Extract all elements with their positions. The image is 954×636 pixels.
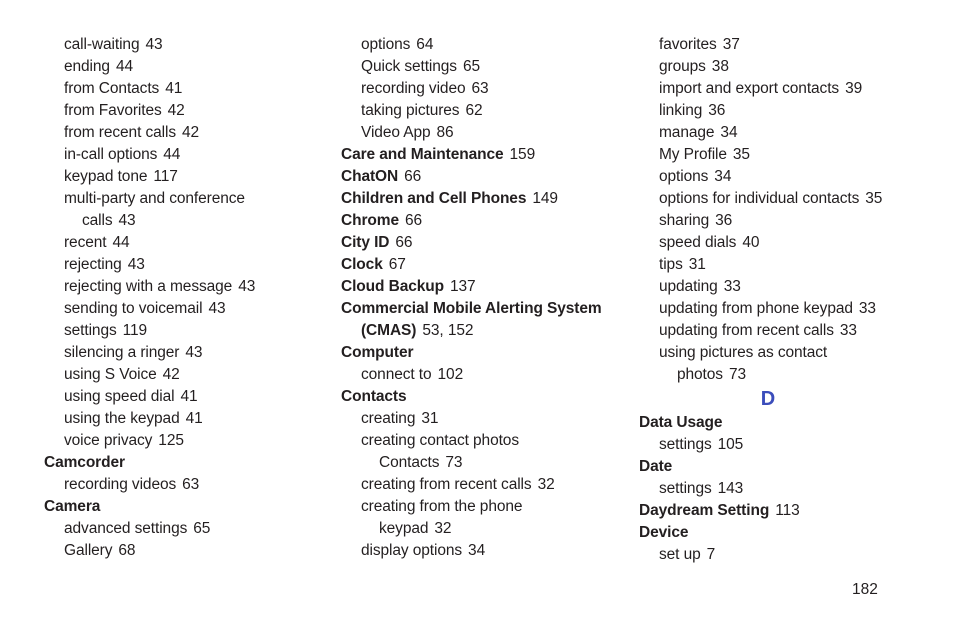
- index-sub-entry: [341, 518, 621, 540]
- index-entry-term: recording video: [361, 80, 466, 97]
- index-entry-term: using S Voice: [64, 366, 157, 383]
- index-entry-term: keypad: [379, 520, 429, 537]
- index-sub-entry: [44, 298, 314, 320]
- index-entry-pages: 125: [158, 432, 184, 449]
- index-entry-term: tips: [659, 256, 683, 273]
- index-entry-term: multi-party and conference: [64, 190, 245, 207]
- index-entry-pages: 41: [165, 80, 183, 97]
- index-sub-entry: [44, 78, 314, 100]
- index-sub-entry: [44, 364, 314, 386]
- index-entry-term: Gallery: [64, 542, 113, 559]
- index-entry-term: photos: [677, 366, 723, 383]
- index-entry-pages: 143: [717, 480, 744, 497]
- index-entry-term: sending to voicemail: [64, 300, 203, 317]
- index-sub-entry: [639, 34, 919, 56]
- index-entry-term: Camcorder: [44, 454, 125, 471]
- index-entry-term: linking: [659, 102, 703, 119]
- index-entry-pages: 34: [468, 542, 486, 559]
- index-entry-term: ChatON: [341, 168, 399, 185]
- index-entry-pages: 38: [711, 58, 729, 75]
- index-entry-pages: 32: [537, 476, 555, 493]
- index-sub-entry: [639, 478, 919, 500]
- index-main-entry: [341, 342, 621, 364]
- page-number: 182: [852, 581, 878, 598]
- index-entry-term: from Favorites: [64, 102, 162, 119]
- index-sub-entry: [639, 210, 919, 232]
- index-sub-entry: [44, 122, 314, 144]
- index-entry-term: Cloud Backup: [341, 278, 445, 295]
- index-entry-term: creating from the phone: [361, 498, 523, 515]
- index-sub-entry: [639, 342, 919, 364]
- index-sub-entry: [639, 298, 919, 320]
- index-sub-entry: [44, 34, 314, 56]
- index-entry-term: Clock: [341, 256, 383, 273]
- index-entry-term: Video App: [361, 124, 431, 141]
- index-main-entry: [639, 522, 919, 544]
- index-entry-term: rejecting with a message: [64, 278, 233, 295]
- index-entry-pages: 31: [421, 410, 439, 427]
- index-sub-entry: [639, 276, 919, 298]
- index-entry-term: ending: [64, 58, 110, 75]
- index-main-entry: [341, 276, 621, 298]
- index-entry-pages: 102: [437, 366, 464, 383]
- index-main-entry: [341, 144, 621, 166]
- index-entry-term: favorites: [659, 36, 717, 53]
- index-entry-term: Camera: [44, 498, 101, 515]
- index-entry-term: Commercial Mobile Alerting System: [341, 300, 602, 317]
- index-entry-pages: 35: [865, 190, 883, 207]
- index-sub-entry: [341, 364, 621, 386]
- index-entry-pages: 73: [445, 454, 463, 471]
- index-entry-term: using the keypad: [64, 410, 180, 427]
- index-entry-term: settings: [659, 436, 712, 453]
- index-entry-term: Device: [639, 524, 689, 541]
- index-entry-term: Contacts: [379, 454, 440, 471]
- index-entry-term: recent: [64, 234, 107, 251]
- index-sub-entry: [341, 474, 621, 496]
- index-entry-pages: 149: [532, 190, 558, 207]
- index-entry-pages: 33: [723, 278, 741, 295]
- index-sub-entry: [44, 320, 314, 342]
- index-entry-pages: 86: [436, 124, 454, 141]
- index-sub-entry: [44, 342, 314, 364]
- index-entry-pages: 62: [465, 102, 483, 119]
- index-sub-entry: [44, 232, 314, 254]
- index-entry-term: display options: [361, 542, 463, 559]
- index-sub-entry: [341, 122, 621, 144]
- index-entry-term: Children and Cell Phones: [341, 190, 527, 207]
- index-sub-entry: [44, 276, 314, 298]
- index-entry-term: Date: [639, 458, 673, 475]
- index-sub-entry: [44, 100, 314, 122]
- index-main-entry: [44, 496, 314, 518]
- index-entry-term: updating: [659, 278, 718, 295]
- index-column-2: [341, 34, 621, 562]
- index-entry-term: calls: [82, 212, 113, 229]
- index-entry-term: options for individual contacts: [659, 190, 860, 207]
- index-sub-entry: [44, 540, 314, 562]
- index-column-3: [639, 34, 919, 566]
- index-entry-pages: 43: [238, 278, 256, 295]
- index-entry-pages: 44: [163, 146, 181, 163]
- index-entry-pages: 41: [185, 410, 203, 427]
- index-sub-entry: [341, 56, 621, 78]
- index-entry-term: Chrome: [341, 212, 399, 229]
- index-entry-term: options: [361, 36, 411, 53]
- index-sub-entry: [639, 320, 919, 342]
- index-sub-entry: [639, 166, 919, 188]
- index-sub-entry: [341, 100, 621, 122]
- index-sub-entry: [341, 540, 621, 562]
- index-sub-entry: [639, 364, 919, 386]
- index-entry-pages: 32: [434, 520, 452, 537]
- index-entry-pages: 36: [708, 102, 726, 119]
- index-sub-entry: [44, 518, 314, 540]
- index-sub-entry: [341, 496, 621, 518]
- index-entry-pages: 68: [118, 542, 136, 559]
- index-sub-entry: [44, 386, 314, 408]
- index-entry-term: creating contact photos: [361, 432, 519, 449]
- index-entry-term: Contacts: [341, 388, 407, 405]
- index-entry-pages: 65: [193, 520, 211, 537]
- index-entry-pages: 42: [167, 102, 185, 119]
- index-entry-term: connect to: [361, 366, 432, 383]
- index-entry-pages: 73: [728, 366, 746, 383]
- index-main-entry: [341, 320, 621, 342]
- index-entry-term: keypad tone: [64, 168, 148, 185]
- index-entry-pages: 36: [715, 212, 733, 229]
- index-main-entry: [341, 166, 621, 188]
- index-entry-term: Daydream Setting: [639, 502, 770, 519]
- index-entry-term: using pictures as contact: [659, 344, 828, 361]
- index-entry-pages: 113: [775, 502, 800, 519]
- index-entry-pages: 42: [182, 124, 200, 141]
- index-sub-entry: [639, 78, 919, 100]
- index-sub-entry: [639, 122, 919, 144]
- index-entry-pages: 33: [839, 322, 857, 339]
- index-sub-entry: [639, 232, 919, 254]
- index-main-entry: [341, 254, 621, 276]
- index-entry-term: voice privacy: [64, 432, 153, 449]
- index-entry-pages: 42: [162, 366, 180, 383]
- index-entry-pages: 44: [115, 58, 133, 75]
- index-letter-heading: D: [760, 388, 776, 410]
- index-entry-term: creating from recent calls: [361, 476, 532, 493]
- index-entry-pages: 31: [688, 256, 706, 273]
- index-entry-pages: 137: [450, 278, 476, 295]
- index-entry-pages: 119: [122, 322, 148, 339]
- index-main-entry: [44, 452, 314, 474]
- index-entry-pages: 105: [717, 436, 744, 453]
- index-main-entry: [639, 456, 919, 478]
- index-entry-pages: 40: [742, 234, 760, 251]
- index-sub-entry: [44, 210, 314, 232]
- index-sub-entry: [44, 430, 314, 452]
- index-entry-term: manage: [659, 124, 715, 141]
- index-column-1: [44, 34, 314, 562]
- index-entry-term: recording videos: [64, 476, 177, 493]
- index-entry-term: advanced settings: [64, 520, 188, 537]
- index-sub-entry: [44, 254, 314, 276]
- index-sub-entry: [44, 408, 314, 430]
- index-entry-pages: 43: [185, 344, 203, 361]
- index-entry-pages: 43: [208, 300, 226, 317]
- index-entry-term: City ID: [341, 234, 390, 251]
- index-sub-entry: [639, 100, 919, 122]
- index-entry-term: Computer: [341, 344, 414, 361]
- index-sub-entry: [44, 166, 314, 188]
- index-entry-term: settings: [659, 480, 712, 497]
- index-sub-entry: [341, 430, 621, 452]
- index-entry-pages: 39: [845, 80, 863, 97]
- index-entry-pages: 117: [153, 168, 178, 185]
- index-entry-pages: 35: [732, 146, 750, 163]
- index-entry-pages: 34: [720, 124, 738, 141]
- index-sub-entry: [44, 474, 314, 496]
- index-entry-pages: 63: [182, 476, 200, 493]
- index-sub-entry: [341, 34, 621, 56]
- index-entry-term: import and export contacts: [659, 80, 840, 97]
- index-entry-pages: 44: [112, 234, 130, 251]
- index-entry-pages: 159: [509, 146, 536, 163]
- index-entry-term: settings: [64, 322, 117, 339]
- index-entry-pages: 53, 152: [422, 322, 474, 339]
- index-entry-pages: 41: [180, 388, 198, 405]
- index-entry-term: Quick settings: [361, 58, 457, 75]
- index-sub-entry: [341, 408, 621, 430]
- index-entry-pages: 66: [404, 168, 422, 185]
- index-entry-pages: 43: [127, 256, 145, 273]
- index-entry-term: call-waiting: [64, 36, 140, 53]
- index-entry-term: Data Usage: [639, 414, 723, 431]
- index-main-entry: [341, 210, 621, 232]
- index-entry-term: creating: [361, 410, 416, 427]
- index-entry-pages: 65: [462, 58, 480, 75]
- index-entry-pages: 67: [388, 256, 406, 273]
- index-main-entry: [639, 500, 919, 522]
- index-entry-pages: 63: [471, 80, 489, 97]
- index-sub-entry: [341, 452, 621, 474]
- index-entry-term: taking pictures: [361, 102, 460, 119]
- index-entry-term: My Profile: [659, 146, 727, 163]
- index-sub-entry: [639, 144, 919, 166]
- index-main-entry: [341, 188, 621, 210]
- index-entry-term: set up: [659, 546, 701, 563]
- index-entry-pages: 64: [416, 36, 434, 53]
- index-sub-entry: [639, 56, 919, 78]
- index-entry-pages: 43: [145, 36, 163, 53]
- index-entry-term: updating from recent calls: [659, 322, 834, 339]
- index-main-entry: [341, 386, 621, 408]
- index-entry-term: rejecting: [64, 256, 122, 273]
- index-main-entry: [639, 412, 919, 434]
- index-entry-pages: 66: [395, 234, 413, 251]
- index-entry-term: updating from phone keypad: [659, 300, 853, 317]
- index-entry-pages: 7: [706, 546, 716, 563]
- index-entry-term: silencing a ringer: [64, 344, 180, 361]
- index-main-entry: [341, 232, 621, 254]
- index-sub-entry: [639, 254, 919, 276]
- index-entry-pages: 34: [714, 168, 732, 185]
- index-entry-term: in-call options: [64, 146, 158, 163]
- index-sub-entry: [639, 434, 919, 456]
- index-entry-pages: 66: [404, 212, 423, 229]
- index-main-entry: [341, 298, 621, 320]
- index-entry-term: speed dials: [659, 234, 737, 251]
- index-sub-entry: [44, 144, 314, 166]
- index-sub-entry: [639, 188, 919, 210]
- index-entry-pages: 43: [118, 212, 136, 229]
- index-entry-term: sharing: [659, 212, 710, 229]
- index-entry-term: (CMAS): [361, 322, 417, 339]
- index-entry-term: from recent calls: [64, 124, 176, 141]
- index-entry-pages: 33: [858, 300, 876, 317]
- index-sub-entry: [341, 78, 621, 100]
- index-entry-term: from Contacts: [64, 80, 160, 97]
- index-entry-term: Care and Maintenance: [341, 146, 504, 163]
- index-sub-entry: [44, 188, 314, 210]
- index-entry-term: groups: [659, 58, 706, 75]
- index-sub-entry: [639, 544, 919, 566]
- index-sub-entry: [44, 56, 314, 78]
- index-entry-pages: 37: [722, 36, 740, 53]
- index-entry-term: using speed dial: [64, 388, 175, 405]
- index-entry-term: options: [659, 168, 709, 185]
